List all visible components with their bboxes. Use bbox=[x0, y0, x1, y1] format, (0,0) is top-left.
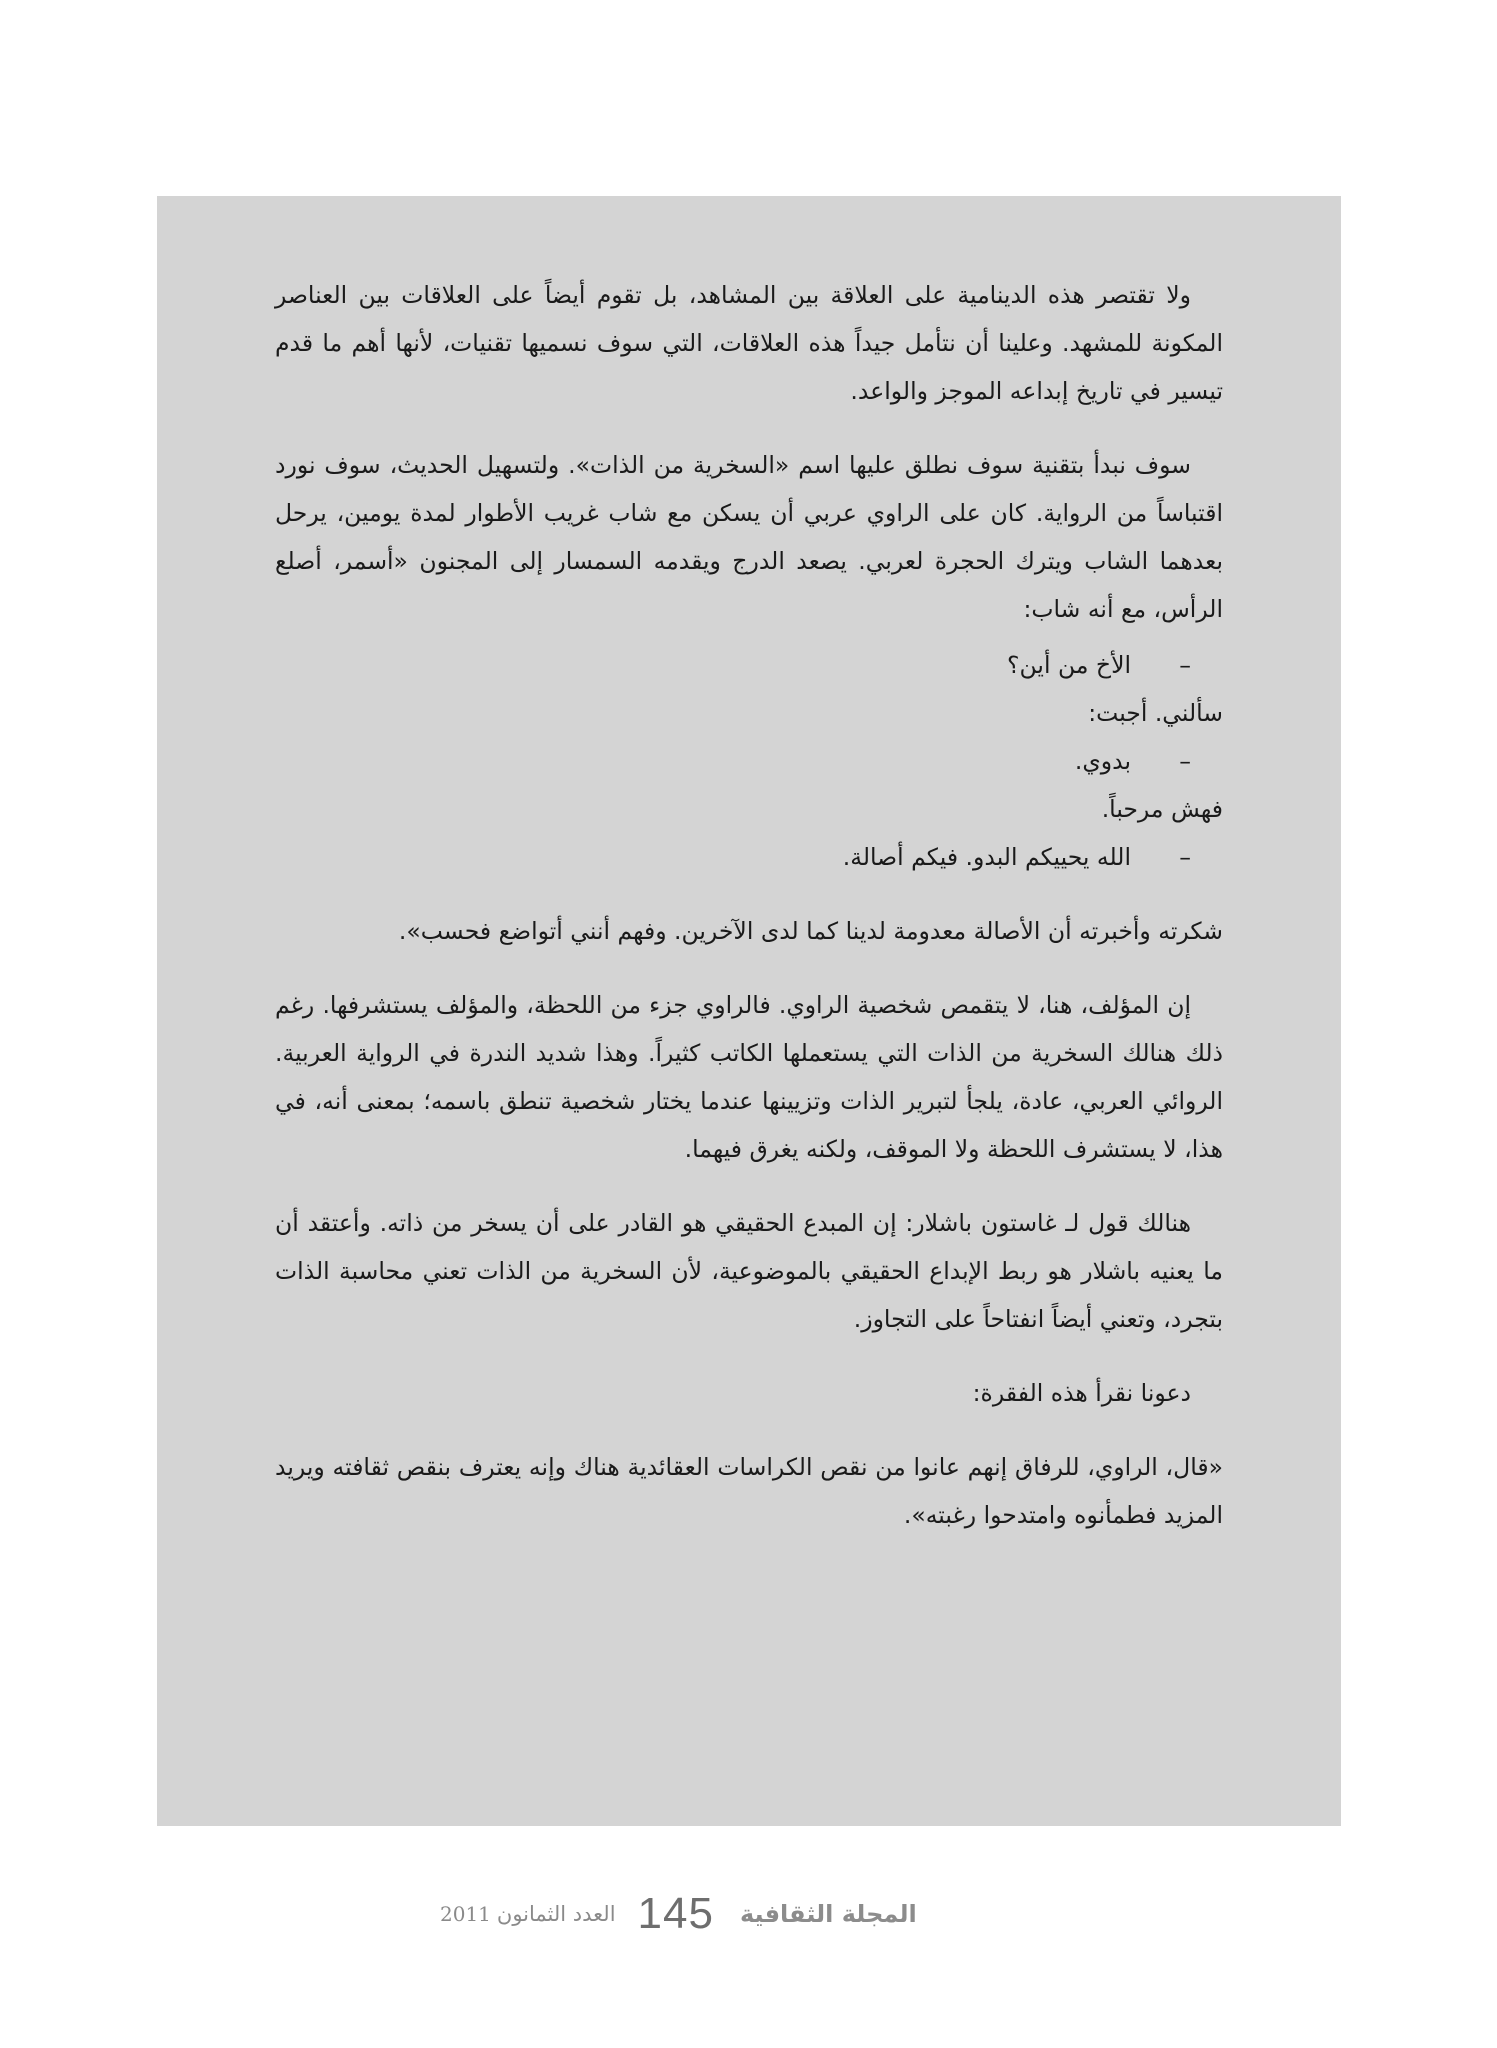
paragraph-2: سوف نبدأ بتقنية سوف نطلق عليها اسم «السخرية من الذات». ولتسهيل الحديث، سوف نورد اقتباساً من الرواية. كان على الراوي عربي أن يسكن مع شاب غريب الأطوار لمدة يومين، يرحل بعدهما الشاب ويترك الحجرة لعربي. يصعد الدرج ويقدمه السمسار إلى المجنون «أسمر، أصلع الرأس، مع أنه شاب: bbox=[275, 451, 1223, 623]
dialogue-text: الأخ من أين؟ bbox=[1007, 651, 1131, 679]
paragraph-1: ولا تقتصر هذه الدينامية على العلاقة بين المشاهد، بل تقوم أيضاً على العلاقات بين العناصر المكونة للمشهد. وعلينا أن نتأمل جيداً هذه العلاقات، التي سوف نسميها تقنيات، لأنها أهم ما قدم تيسير في تاريخ إبداعه الموجز والواعد. bbox=[275, 281, 1223, 405]
page-footer bbox=[0, 1884, 1497, 1944]
dialogue-line-1 bbox=[275, 641, 1223, 689]
footer-year: 2011 bbox=[440, 1902, 491, 1926]
paragraph-7: «قال، الراوي، للرفاق إنهم عانوا من نقص الكراسات العقائدية هناك وإنه يعترف بنقص ثقافته ويريد المزيد فطمأنوه وامتدحوا رغبته». bbox=[275, 1453, 1223, 1529]
dialogue-line-4: فهش مرحباً. bbox=[1101, 795, 1223, 823]
magazine-name: المجلة الثقافية bbox=[739, 1900, 917, 1928]
paragraph-5: هنالك قول لـ غاستون باشلار: إن المبدع الحقيقي هو القادر على أن يسخر من ذاته. وأعتقد أن ما يعنيه باشلار هو ربط الإبداع الحقيقي بالموضوعية، لأن السخرية من الذات تعني محاسبة الذات بتجرد، وتعني أيضاً انفتاحاً على التجاوز. bbox=[275, 1209, 1223, 1333]
dialogue-line-5 bbox=[275, 833, 1223, 881]
dialogue-text: الله يحييكم البدو. فيكم أصالة. bbox=[842, 843, 1131, 871]
paragraph-6: دعونا نقرأ هذه الفقرة: bbox=[972, 1379, 1191, 1407]
footer-issue: العدد الثمانون bbox=[496, 1902, 616, 1926]
footer-row bbox=[440, 1884, 1080, 1944]
article-panel bbox=[157, 196, 1341, 1826]
dialogue-text: بدوي. bbox=[1074, 747, 1131, 775]
dialogue-dash: – bbox=[1179, 747, 1191, 775]
dialogue-line-2: سألني. أجبت: bbox=[1088, 699, 1223, 727]
dialogue-line-3 bbox=[275, 737, 1223, 785]
dialogue-dash: – bbox=[1179, 843, 1191, 871]
dialogue-block bbox=[275, 641, 1223, 881]
dialogue-dash: – bbox=[1179, 651, 1191, 679]
page-number: 145 bbox=[637, 1889, 714, 1938]
article-body bbox=[275, 271, 1223, 1565]
paragraph-3: شكرته وأخبرته أن الأصالة معدومة لدينا كما لدى الآخرين. وفهم أنني أتواضع فحسب». bbox=[398, 917, 1223, 945]
paragraph-4: إن المؤلف، هنا، لا يتقمص شخصية الراوي. فالراوي جزء من اللحظة، والمؤلف يستشرفها. رغم ذلك هنالك السخرية من الذات التي يستعملها الكاتب كثيراً. وهذا شديد الندرة في الرواية العربية. الروائي العربي، عادة، يلجأ لتبرير الذات وتزيينها عندما يختار شخصية تنطق باسمه؛ بمعنى أنه، في هذا، لا يستشرف اللحظة ولا الموقف، ولكنه يغرق فيهما. bbox=[275, 991, 1223, 1163]
